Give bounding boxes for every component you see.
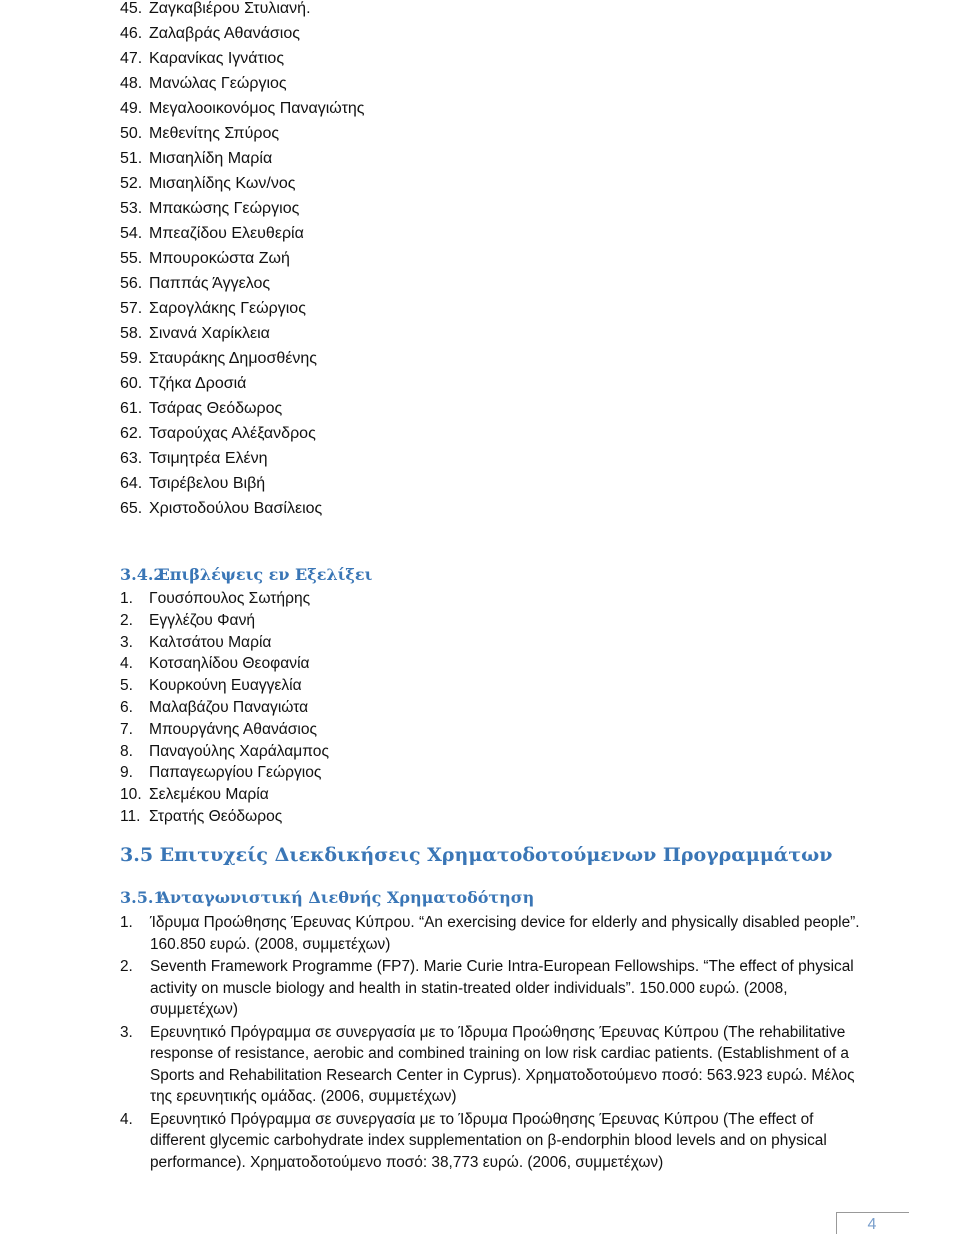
student-list-continued xyxy=(120,0,365,525)
list-item: 4. Κοτσαηλίδου Θεοφανία xyxy=(120,655,310,673)
list-item: 55. Μπουροκώστα Ζωή xyxy=(120,250,290,267)
list-item: 45. Ζαγκαβιέρου Στυλιανή. xyxy=(120,0,311,17)
list-item: 8. Παναγούλης Χαράλαμπος xyxy=(120,742,329,760)
list-item: 64. Τσιρέβελου Βιβή xyxy=(120,475,266,492)
section-number: 3.5 xyxy=(120,844,154,866)
list-item: 3. Καλτσάτου Μαρία xyxy=(120,633,272,651)
list-item: 51. Μισαηλίδη Μαρία xyxy=(120,150,273,167)
section-heading-3-5 xyxy=(120,844,832,866)
section-number: 3.5.1 xyxy=(120,888,165,907)
funding-list xyxy=(120,912,860,1174)
list-item: 54. Μπεαζίδου Ελευθερία xyxy=(120,225,304,242)
list-item: 52. Μισαηλίδης Κων/νος xyxy=(120,175,296,192)
section-title: Επιτυχείς Διεκδικήσεις Χρηματοδοτούμενων Προγραμμάτων xyxy=(159,844,833,866)
list-item: 10. Σελεμέκου Μαρία xyxy=(120,786,269,804)
list-item: 58. Σινανά Χαρίκλεια xyxy=(120,325,270,342)
list-item: 53. Μπακώσης Γεώργιος xyxy=(120,200,300,217)
list-item: 6. Μαλαβάζου Παναγιώτα xyxy=(120,698,309,716)
list-item: 57. Σαρογλάκης Γεώργιος xyxy=(120,300,306,317)
section-heading-3-4-2 xyxy=(120,565,372,584)
list-item: 50. Μεθενίτης Σπύρος xyxy=(120,125,280,142)
page-number: 4 xyxy=(867,1216,877,1233)
list-item: 61. Τσάρας Θεόδωρος xyxy=(120,400,283,417)
list-item: 4. Ερευνητικό Πρόγραμμα σε συνεργασία με το Ίδρυμα Προώθησης Έρευνας Κύπρου (The effect of different glycemic carbohydrate index supplementation on β-endorphin blood levels and on physical performance). Χρηματοδοτούμενο ποσό: 38,773 ευρώ. (2006, συμμετέχων) xyxy=(120,1110,827,1171)
list-item: 2. Εγγλέζου Φανή xyxy=(120,611,256,629)
list-item: 48. Μανώλας Γεώργιος xyxy=(120,75,287,92)
list-item: 56. Παππάς Άγγελος xyxy=(120,275,271,292)
section-title: Επιβλέψεις εν Εξελίξει xyxy=(157,565,373,584)
list-item: 63. Τσιμητρέα Ελένη xyxy=(120,450,268,467)
section-heading-3-5-1 xyxy=(120,888,534,907)
list-item: 9. Παπαγεωργίου Γεώργιος xyxy=(120,764,322,782)
list-item: 11. Στρατής Θεόδωρος xyxy=(120,807,283,825)
supervision-list xyxy=(120,590,329,830)
list-item: 3. Ερευνητικό Πρόγραμμα σε συνεργασία με το Ίδρυμα Προώθησης Έρευνας Κύπρου (The rehabilitative response of resistance, aerobic and combined training on low risk cardiac patients. (Establishment of a Sports and Rehabilitation Research Center in Cyprus). Χρηματοδοτούμενο ποσό: 563.923 ευρώ. Μέλος της ερευνητικής ομάδας. (2006, συμμετέχων) xyxy=(120,1023,855,1106)
list-item: 7. Μπουργάνης Αθανάσιος xyxy=(120,720,318,738)
list-item: 60. Τζήκα Δροσιά xyxy=(120,375,247,392)
list-item: 2. Seventh Framework Programme (FP7). Marie Curie Intra-European Fellowships. “The effect of physical activity on muscle biology and health in statin-treated older individuals”. 150.000 ευρώ. (2008, συμμετέχων) xyxy=(120,957,854,1019)
list-item: 65. Χριστοδούλου Βασίλειος xyxy=(120,500,323,517)
list-item: 5. Κουρκούνη Ευαγγελία xyxy=(120,677,302,695)
section-title: Ανταγωνιστική Διεθνής Χρηματοδότηση xyxy=(157,888,535,907)
list-item: 1. Ίδρυμα Προώθησης Έρευνας Κύπρου. “An exercising device for elderly and physically disabled people”. 160.850 ευρώ. (2008, συμμετέχων) xyxy=(120,914,860,953)
list-item: 46. Ζαλαβράς Αθανάσιος xyxy=(120,25,300,42)
section-number: 3.4.2 xyxy=(120,565,165,584)
list-item: 49. Μεγαλοοικονόμος Παναγιώτης xyxy=(120,100,365,117)
list-item: 62. Τσαρούχας Αλέξανδρος xyxy=(120,425,316,442)
list-item: 47. Καρανίκας Ιγνάτιος xyxy=(120,50,285,67)
list-item: 59. Σταυράκης Δημοσθένης xyxy=(120,350,317,367)
list-item: 1. Γουσόπουλος Σωτήρης xyxy=(120,590,311,607)
